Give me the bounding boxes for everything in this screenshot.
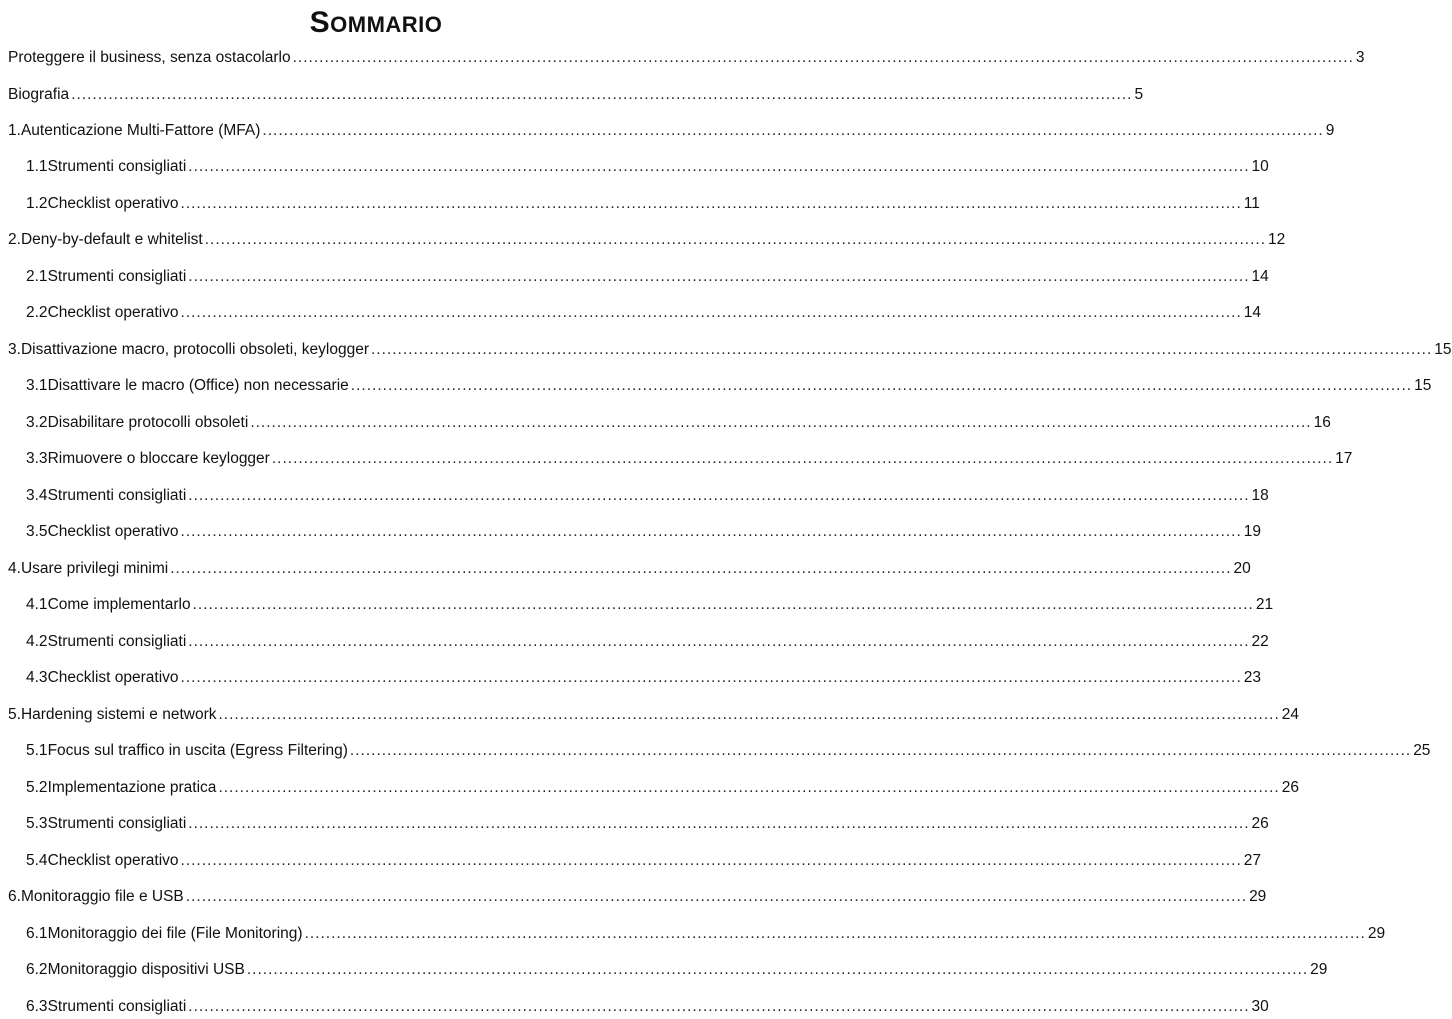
toc-entry-line (8, 703, 1300, 727)
toc-entry[interactable] (0, 155, 1269, 179)
toc-entry-page: 26 (1251, 815, 1269, 832)
toc-entry[interactable] (0, 447, 1353, 471)
toc-entry-page: 9 (1325, 122, 1335, 139)
toc-entry-number: 3.1 (26, 377, 48, 394)
toc-dot-leader: ........................................................................................................................................................................................................ (188, 158, 1250, 175)
toc-entry-page: 19 (1243, 523, 1262, 540)
toc-entry[interactable] (0, 557, 1251, 581)
toc-dot-leader: ........................................................................................................................................................................................................ (188, 815, 1250, 832)
toc-entry-page: 29 (1367, 925, 1386, 942)
toc-entry-line (26, 301, 1262, 325)
toc-entry-number: 6. (8, 888, 21, 905)
toc-entry-page: 27 (1243, 852, 1262, 869)
toc-entry-title: Disabilitare protocolli obsoleti (47, 414, 249, 431)
toc-dot-leader: ........................................................................................................................................................................................................ (292, 49, 1354, 66)
toc-entry-line (26, 739, 1431, 763)
toc-dot-leader: ........................................................................................................................................................................................................ (350, 377, 1413, 394)
toc-entry[interactable] (0, 776, 1299, 800)
toc-entry[interactable] (0, 119, 1335, 143)
toc-entry-title: Come implementarlo (47, 596, 191, 613)
toc-dot-leader: ........................................................................................................................................................................................................ (180, 304, 1242, 321)
toc-entry-title: Strumenti consigliati (47, 633, 187, 650)
toc-entry-number: 1.1 (26, 158, 48, 175)
toc-entry-line (26, 593, 1274, 617)
toc-entry[interactable] (0, 301, 1262, 325)
toc-dot-leader: ........................................................................................................................................................................................................ (188, 998, 1250, 1015)
toc-dot-leader: ........................................................................................................................................................................................................ (180, 523, 1242, 540)
toc-entry-number: 4.1 (26, 596, 48, 613)
toc-dot-leader: ........................................................................................................................................................................................................ (170, 560, 1232, 577)
toc-entry-line (26, 922, 1386, 946)
toc-entry-line (26, 447, 1353, 471)
toc-dot-leader: ........................................................................................................................................................................................................ (250, 414, 1312, 431)
toc-entry-page: 25 (1413, 742, 1431, 759)
toc-entry-number: 3.4 (26, 487, 48, 504)
toc-entry-title: Autenticazione Multi-Fattore (MFA) (20, 122, 261, 139)
toc-entry-line (26, 812, 1269, 836)
toc-entry-title: Rimuovere o bloccare keylogger (47, 450, 270, 467)
toc-entry-title: Disattivare le macro (Office) non necessarie (47, 377, 349, 394)
toc-entry-page: 18 (1251, 487, 1269, 504)
toc-dot-leader: ........................................................................................................................................................................................................ (188, 633, 1250, 650)
toc-entry[interactable] (0, 192, 1260, 216)
toc-dot-leader: ........................................................................................................................................................................................................ (192, 596, 1254, 613)
toc-dot-leader: ........................................................................................................................................................................................................ (180, 195, 1242, 212)
toc-entry-number: 6.1 (26, 925, 48, 942)
toc-dot-leader: ........................................................................................................................................................................................................ (180, 852, 1242, 869)
toc-entry-line (26, 995, 1269, 1019)
toc-entry-page: 29 (1249, 888, 1267, 905)
toc-entry-line (8, 557, 1251, 581)
toc-entry-title: Strumenti consigliati (47, 268, 187, 285)
toc-entry-number: 5.4 (26, 852, 48, 869)
toc-entry-title: Focus sul traffico in uscita (Egress Filtering) (47, 742, 348, 759)
toc-dot-leader: ........................................................................................................................................................................................................ (262, 122, 1324, 139)
toc-entry-number: 1.2 (26, 195, 48, 212)
toc-entry-page: 3 (1355, 49, 1365, 66)
toc-entry-page: 30 (1251, 998, 1269, 1015)
toc-entry-line (26, 849, 1262, 873)
toc-dot-leader: ........................................................................................................................................................................................................ (204, 231, 1266, 248)
toc-entry-line (8, 338, 1452, 362)
toc-dot-leader: ........................................................................................................................................................................................................ (271, 450, 1334, 467)
toc-entry[interactable] (0, 922, 1386, 946)
toc-entry-line (26, 520, 1262, 544)
toc-entry[interactable] (0, 885, 1267, 909)
toc-entry-page: 12 (1268, 231, 1286, 248)
toc-entry-title: Strumenti consigliati (47, 487, 187, 504)
toc-entry[interactable] (0, 812, 1269, 836)
toc-entry-number: 3.3 (26, 450, 48, 467)
toc-entry-title: Implementazione pratica (47, 779, 217, 796)
toc-entry-line (26, 265, 1269, 289)
toc-entry-line (8, 228, 1286, 252)
toc-entry-line (26, 666, 1262, 690)
toc-entry-number: 2.2 (26, 304, 48, 321)
toc-dot-leader: ........................................................................................................................................................................................................ (246, 961, 1309, 978)
toc-entry[interactable] (0, 703, 1300, 727)
toc-entry[interactable] (0, 630, 1269, 654)
toc-entry-number: 4. (8, 560, 21, 577)
toc-dot-leader: ........................................................................................................................................................................................................ (180, 669, 1242, 686)
toc-entry-number: 4.2 (26, 633, 48, 650)
toc-entry[interactable] (0, 46, 1365, 70)
toc-entry-line (26, 192, 1260, 216)
toc-dot-leader: ........................................................................................................................................................................................................ (188, 268, 1250, 285)
toc-entry-number: 1. (8, 122, 21, 139)
toc-entry-page: 5 (1134, 86, 1144, 103)
toc-entry-page: 24 (1281, 706, 1300, 723)
toc-entry-line (8, 83, 1144, 107)
toc-dot-leader: ........................................................................................................................................................................................................ (304, 925, 1366, 942)
toc-entry-page: 15 (1414, 377, 1432, 394)
toc-entry-page: 14 (1243, 304, 1262, 321)
toc-entry[interactable] (0, 83, 1144, 107)
toc-entry-number: 5.3 (26, 815, 48, 832)
toc-entry-page: 16 (1313, 414, 1331, 431)
toc-entry-title: Deny-by-default e whitelist (20, 231, 203, 248)
toc-entry-page: 21 (1255, 596, 1274, 613)
toc-dot-leader: ........................................................................................................................................................................................................ (71, 86, 1133, 103)
toc-entry-title: Hardening sistemi e network (20, 706, 217, 723)
toc-entry-title: Disattivazione macro, protocolli obsoleti, keylogger (20, 341, 369, 358)
toc-entry-line (26, 484, 1269, 508)
toc-entry-title: Strumenti consigliati (47, 158, 187, 175)
toc-entry-title: Monitoraggio dispositivi USB (47, 961, 245, 978)
toc-entry-page: 29 (1310, 961, 1328, 978)
toc-entry[interactable] (0, 265, 1269, 289)
toc-entry[interactable] (0, 739, 1431, 763)
toc-dot-leader: ........................................................................................................................................................................................................ (188, 487, 1250, 504)
toc-dot-leader: ........................................................................................................................................................................................................ (185, 888, 1248, 905)
toc-dot-leader: ........................................................................................................................................................................................................ (371, 341, 1433, 358)
toc-entry-title: Monitoraggio file e USB (20, 888, 184, 905)
toc-entry-number: 5.2 (26, 779, 48, 796)
toc-entry-title: Checklist operativo (47, 304, 179, 321)
toc-entry-number: 5. (8, 706, 21, 723)
toc-entry-title: Biografia (8, 86, 70, 103)
toc-entry-line (26, 411, 1331, 435)
toc-entry[interactable] (0, 411, 1331, 435)
toc-entry[interactable] (0, 849, 1262, 873)
toc-entry-line (8, 46, 1365, 70)
toc-entry-title: Strumenti consigliati (47, 815, 187, 832)
toc-entry-page: 20 (1233, 560, 1251, 577)
toc-entry-page: 14 (1251, 268, 1269, 285)
toc-entry-page: 10 (1251, 158, 1269, 175)
toc-entry-number: 6.2 (26, 961, 48, 978)
toc-entry[interactable] (0, 228, 1286, 252)
page-title (0, 0, 752, 40)
page-title-initial: S (309, 6, 331, 39)
toc-entry[interactable] (0, 520, 1262, 544)
toc-dot-leader: ........................................................................................................................................................................................................ (218, 706, 1280, 723)
toc-entry-page: 23 (1243, 669, 1262, 686)
toc-entry-line (26, 776, 1299, 800)
toc-entry-line (8, 885, 1267, 909)
toc-entry[interactable] (0, 593, 1274, 617)
toc-entry-title: Checklist operativo (47, 523, 179, 540)
toc-entry-page: 22 (1251, 633, 1269, 650)
toc-entry[interactable] (0, 958, 1328, 982)
toc-entry-number: 5.1 (26, 742, 48, 759)
toc-entry-title: Checklist operativo (47, 195, 179, 212)
toc-entry-title: Strumenti consigliati (47, 998, 187, 1015)
toc-entry-page: 15 (1434, 341, 1452, 358)
toc-entry-number: 2.1 (26, 268, 48, 285)
toc-entry-page: 17 (1335, 450, 1353, 467)
toc-entry[interactable] (0, 338, 1452, 362)
toc-entry-title: Checklist operativo (47, 669, 179, 686)
toc-entry[interactable] (0, 374, 1432, 398)
page-title-rest: OMMARIO (330, 12, 443, 37)
toc-entry[interactable] (0, 484, 1269, 508)
toc-entry-page: 11 (1243, 195, 1260, 212)
toc-entry-number: 4.3 (26, 669, 48, 686)
toc-dot-leader: ........................................................................................................................................................................................................ (218, 779, 1280, 796)
toc-entry-line (8, 119, 1335, 143)
toc-entry-line (26, 958, 1328, 982)
toc-entry[interactable] (0, 666, 1262, 690)
toc-entry-number: 2. (8, 231, 21, 248)
toc-entry-number: 6.3 (26, 998, 48, 1015)
toc-entry-title: Usare privilegi minimi (20, 560, 169, 577)
toc-entry-number: 3.5 (26, 523, 48, 540)
toc-entry-line (26, 630, 1269, 654)
toc-entry[interactable] (0, 995, 1269, 1019)
toc-entry-title: Monitoraggio dei file (File Monitoring) (47, 925, 303, 942)
toc-entry-line (26, 374, 1432, 398)
toc-entry-line (26, 155, 1269, 179)
toc-entry-page: 26 (1281, 779, 1299, 796)
toc-entry-number: 3. (8, 341, 21, 358)
toc-dot-leader: ........................................................................................................................................................................................................ (349, 742, 1412, 759)
toc-entry-number: 3.2 (26, 414, 48, 431)
toc-entry-title: Checklist operativo (47, 852, 179, 869)
toc-entry-title: Proteggere il business, senza ostacolarlo (8, 49, 291, 66)
